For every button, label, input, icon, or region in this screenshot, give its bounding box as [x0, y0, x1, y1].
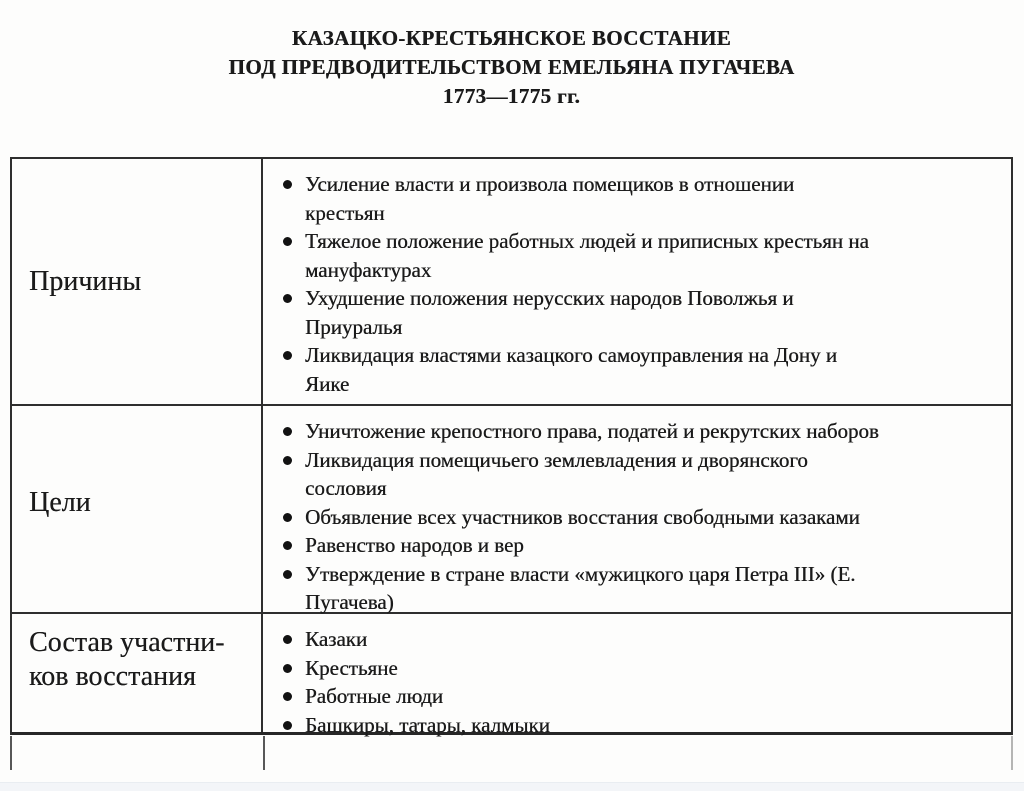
list-item: [283, 654, 1007, 683]
bullet-icon: [283, 541, 292, 550]
title-line-1: КАЗАЦКО-КРЕСТЬЯНСКОЕ ВОССТАНИЕ: [291, 26, 732, 50]
table-row-causes: [12, 159, 1011, 404]
list-item-text: Казаки: [305, 627, 368, 651]
row-content-causes: [263, 159, 1011, 404]
list-item: [283, 446, 1007, 503]
column-divider-line: [263, 736, 265, 770]
row-label-participants: [12, 614, 263, 732]
bullet-icon: [283, 664, 292, 673]
truncated-row-stub: [10, 736, 1013, 770]
slide-page: [0, 24, 1024, 791]
bottom-edge-band: [0, 782, 1024, 791]
list-item: [283, 625, 1007, 654]
list-item: [283, 560, 1007, 617]
row-label-line: Цели: [29, 487, 91, 518]
list-item: [283, 341, 1007, 398]
list-item-text: Уничтожение крепостного права, податей и рекрутских наборов: [305, 419, 879, 443]
title-line-2: ПОД ПРЕДВОДИТЕЛЬСТВОМ ЕМЕЛЬЯНА ПУГАЧЕВА: [228, 55, 795, 79]
list-item-text: Усиление власти и произвола помещиков в отношении крестьян: [305, 172, 795, 225]
revolt-table: [10, 157, 1013, 735]
list-item-text: Крестьяне: [305, 655, 398, 680]
list-item: [283, 417, 1007, 446]
bullet-icon: [283, 180, 292, 189]
bullet-icon: [283, 513, 292, 522]
list-item-text: Объявление всех участников восстания свободными казаками: [305, 504, 860, 529]
list-item: [283, 503, 1007, 532]
list-item-text: Работные люди: [305, 684, 444, 708]
bullet-icon: [283, 456, 292, 465]
bullet-icon: [283, 721, 292, 730]
row-content-participants: [263, 614, 1011, 737]
list-item-text: Тяжелое положение работных людей и приписных крестьян на мануфактурах: [305, 229, 869, 282]
row-label-goals: [12, 406, 263, 612]
bullet-icon: [283, 351, 292, 360]
bullet-icon: [283, 692, 292, 701]
row-content-goals: [263, 406, 1011, 612]
row-label-causes: [12, 159, 263, 404]
list-item: [283, 284, 1007, 341]
row-label-line: Причины: [29, 266, 142, 297]
row-label-line: Состав участни-: [29, 627, 225, 658]
list-item-text: Ликвидация помещичьего землевладения и дворянского сословия: [305, 447, 808, 500]
list-item: [283, 170, 1007, 227]
list-item-text: Утверждение в стране власти «мужицкого царя Петра III» (Е. Пугачева): [305, 561, 856, 614]
row-label-line: ков восстания: [29, 661, 196, 692]
title-line-3: 1773—1775 гг.: [442, 84, 581, 108]
list-item: [283, 227, 1007, 284]
table-row-goals: [12, 404, 1011, 612]
list-item-text: Ликвидация властями казацкого самоуправления на Дону и Яике: [305, 343, 837, 396]
bullet-icon: [283, 294, 292, 303]
list-item-text: Равенство народов и вер: [305, 533, 524, 557]
bullet-icon: [283, 427, 292, 436]
list-item-text: Ухудшение положения нерусских народов Поволжья и Приуралья: [305, 286, 794, 339]
list-item: [283, 531, 1007, 560]
list-item-text: Башкиры, татары, калмыки: [305, 712, 550, 737]
list-item: [283, 711, 1007, 740]
table-row-participants: [12, 612, 1011, 737]
bullet-icon: [283, 237, 292, 246]
bullet-icon: [283, 570, 292, 579]
bullet-icon: [283, 635, 292, 644]
page-title: [10, 24, 1013, 111]
list-item: [283, 682, 1007, 711]
